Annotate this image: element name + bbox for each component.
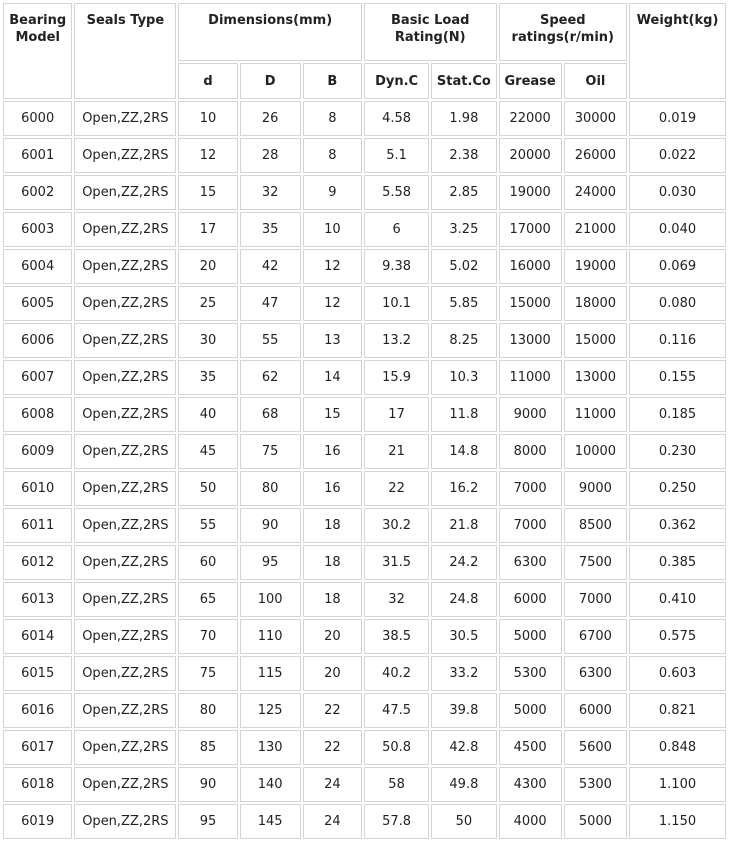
cell-seals: Open,ZZ,2RS	[74, 249, 176, 284]
cell-oil: 7500	[564, 545, 627, 580]
cell-dyn-c: 38.5	[364, 619, 429, 654]
cell-D: 55	[240, 323, 301, 358]
cell-D: 125	[240, 693, 301, 728]
cell-stat-co: 49.8	[431, 767, 496, 802]
cell-stat-co: 50	[431, 804, 496, 839]
cell-model: 6019	[3, 804, 72, 839]
cell-seals: Open,ZZ,2RS	[74, 360, 176, 395]
table-body	[3, 101, 726, 839]
cell-d: 70	[178, 619, 237, 654]
table-row	[3, 286, 726, 321]
cell-B: 9	[303, 175, 362, 210]
header-weight: Weight(kg)	[629, 3, 726, 99]
cell-model: 6001	[3, 138, 72, 173]
cell-seals: Open,ZZ,2RS	[74, 656, 176, 691]
table-row	[3, 249, 726, 284]
cell-oil: 13000	[564, 360, 627, 395]
header-dimensions: Dimensions(mm)	[178, 3, 362, 61]
cell-stat-co: 8.25	[431, 323, 496, 358]
cell-B: 18	[303, 508, 362, 543]
cell-seals: Open,ZZ,2RS	[74, 471, 176, 506]
cell-oil: 30000	[564, 101, 627, 136]
cell-model: 6005	[3, 286, 72, 321]
header-grease: Grease	[499, 63, 562, 99]
cell-oil: 6300	[564, 656, 627, 691]
cell-B: 24	[303, 767, 362, 802]
cell-d: 80	[178, 693, 237, 728]
table-row	[3, 434, 726, 469]
table-row	[3, 582, 726, 617]
cell-dyn-c: 5.58	[364, 175, 429, 210]
cell-D: 100	[240, 582, 301, 617]
cell-seals: Open,ZZ,2RS	[74, 767, 176, 802]
cell-model: 6018	[3, 767, 72, 802]
cell-weight: 0.410	[629, 582, 726, 617]
cell-stat-co: 21.8	[431, 508, 496, 543]
header-B: B	[303, 63, 362, 99]
cell-seals: Open,ZZ,2RS	[74, 582, 176, 617]
header-seals-type: Seals Type	[74, 3, 176, 99]
cell-grease: 6000	[499, 582, 562, 617]
cell-d: 65	[178, 582, 237, 617]
cell-stat-co: 2.38	[431, 138, 496, 173]
header-oil: Oil	[564, 63, 627, 99]
cell-grease: 5300	[499, 656, 562, 691]
cell-dyn-c: 31.5	[364, 545, 429, 580]
cell-weight: 0.069	[629, 249, 726, 284]
cell-grease: 6300	[499, 545, 562, 580]
table-row	[3, 508, 726, 543]
cell-weight: 1.150	[629, 804, 726, 839]
cell-model: 6012	[3, 545, 72, 580]
table-header	[3, 3, 726, 99]
cell-weight: 0.821	[629, 693, 726, 728]
cell-weight: 0.080	[629, 286, 726, 321]
cell-d: 30	[178, 323, 237, 358]
cell-D: 140	[240, 767, 301, 802]
cell-B: 18	[303, 582, 362, 617]
cell-oil: 11000	[564, 397, 627, 432]
cell-B: 8	[303, 101, 362, 136]
cell-weight: 0.603	[629, 656, 726, 691]
cell-D: 26	[240, 101, 301, 136]
cell-grease: 7000	[499, 508, 562, 543]
cell-B: 22	[303, 693, 362, 728]
cell-dyn-c: 58	[364, 767, 429, 802]
cell-dyn-c: 15.9	[364, 360, 429, 395]
cell-oil: 10000	[564, 434, 627, 469]
cell-dyn-c: 5.1	[364, 138, 429, 173]
cell-grease: 22000	[499, 101, 562, 136]
cell-model: 6008	[3, 397, 72, 432]
cell-model: 6015	[3, 656, 72, 691]
cell-model: 6010	[3, 471, 72, 506]
cell-dyn-c: 22	[364, 471, 429, 506]
cell-B: 22	[303, 730, 362, 765]
cell-grease: 16000	[499, 249, 562, 284]
cell-weight: 0.019	[629, 101, 726, 136]
cell-grease: 19000	[499, 175, 562, 210]
header-row-group	[3, 3, 726, 61]
cell-B: 12	[303, 249, 362, 284]
table-row	[3, 619, 726, 654]
cell-oil: 18000	[564, 286, 627, 321]
cell-oil: 15000	[564, 323, 627, 358]
cell-stat-co: 3.25	[431, 212, 496, 247]
cell-B: 24	[303, 804, 362, 839]
cell-B: 12	[303, 286, 362, 321]
cell-weight: 0.155	[629, 360, 726, 395]
cell-oil: 21000	[564, 212, 627, 247]
cell-seals: Open,ZZ,2RS	[74, 323, 176, 358]
cell-stat-co: 1.98	[431, 101, 496, 136]
cell-seals: Open,ZZ,2RS	[74, 804, 176, 839]
cell-d: 10	[178, 101, 237, 136]
cell-weight: 0.116	[629, 323, 726, 358]
cell-stat-co: 24.8	[431, 582, 496, 617]
cell-model: 6017	[3, 730, 72, 765]
cell-grease: 4000	[499, 804, 562, 839]
cell-d: 35	[178, 360, 237, 395]
cell-dyn-c: 47.5	[364, 693, 429, 728]
cell-seals: Open,ZZ,2RS	[74, 397, 176, 432]
cell-d: 20	[178, 249, 237, 284]
cell-grease: 20000	[499, 138, 562, 173]
cell-seals: Open,ZZ,2RS	[74, 693, 176, 728]
cell-model: 6014	[3, 619, 72, 654]
cell-dyn-c: 32	[364, 582, 429, 617]
cell-D: 75	[240, 434, 301, 469]
table-row	[3, 656, 726, 691]
cell-B: 18	[303, 545, 362, 580]
cell-seals: Open,ZZ,2RS	[74, 286, 176, 321]
header-basic-load-rating: Basic Load Rating(N)	[364, 3, 497, 61]
cell-grease: 11000	[499, 360, 562, 395]
cell-seals: Open,ZZ,2RS	[74, 730, 176, 765]
cell-d: 12	[178, 138, 237, 173]
cell-seals: Open,ZZ,2RS	[74, 212, 176, 247]
cell-D: 95	[240, 545, 301, 580]
cell-model: 6016	[3, 693, 72, 728]
cell-stat-co: 16.2	[431, 471, 496, 506]
cell-dyn-c: 30.2	[364, 508, 429, 543]
cell-d: 40	[178, 397, 237, 432]
cell-B: 16	[303, 434, 362, 469]
bearing-spec-table	[1, 1, 728, 841]
cell-d: 90	[178, 767, 237, 802]
cell-stat-co: 42.8	[431, 730, 496, 765]
header-dyn-c: Dyn.C	[364, 63, 429, 99]
cell-stat-co: 30.5	[431, 619, 496, 654]
cell-stat-co: 14.8	[431, 434, 496, 469]
cell-D: 90	[240, 508, 301, 543]
cell-oil: 24000	[564, 175, 627, 210]
cell-D: 80	[240, 471, 301, 506]
cell-model: 6003	[3, 212, 72, 247]
cell-oil: 5000	[564, 804, 627, 839]
table-row	[3, 767, 726, 802]
cell-weight: 0.362	[629, 508, 726, 543]
header-stat-co: Stat.Co	[431, 63, 496, 99]
cell-seals: Open,ZZ,2RS	[74, 545, 176, 580]
cell-D: 68	[240, 397, 301, 432]
cell-oil: 26000	[564, 138, 627, 173]
cell-model: 6011	[3, 508, 72, 543]
cell-model: 6006	[3, 323, 72, 358]
cell-weight: 1.100	[629, 767, 726, 802]
cell-D: 28	[240, 138, 301, 173]
table-row	[3, 138, 726, 173]
cell-d: 17	[178, 212, 237, 247]
cell-weight: 0.848	[629, 730, 726, 765]
cell-weight: 0.040	[629, 212, 726, 247]
cell-D: 145	[240, 804, 301, 839]
cell-model: 6013	[3, 582, 72, 617]
cell-grease: 7000	[499, 471, 562, 506]
cell-weight: 0.250	[629, 471, 726, 506]
cell-d: 60	[178, 545, 237, 580]
cell-stat-co: 2.85	[431, 175, 496, 210]
cell-d: 45	[178, 434, 237, 469]
cell-dyn-c: 50.8	[364, 730, 429, 765]
cell-d: 25	[178, 286, 237, 321]
cell-seals: Open,ZZ,2RS	[74, 138, 176, 173]
cell-dyn-c: 4.58	[364, 101, 429, 136]
cell-D: 62	[240, 360, 301, 395]
cell-stat-co: 11.8	[431, 397, 496, 432]
cell-d: 55	[178, 508, 237, 543]
table-row	[3, 730, 726, 765]
cell-weight: 0.185	[629, 397, 726, 432]
cell-oil: 5300	[564, 767, 627, 802]
cell-stat-co: 24.2	[431, 545, 496, 580]
cell-oil: 6700	[564, 619, 627, 654]
header-bearing-model: Bearing Model	[3, 3, 72, 99]
cell-B: 13	[303, 323, 362, 358]
cell-d: 95	[178, 804, 237, 839]
cell-seals: Open,ZZ,2RS	[74, 101, 176, 136]
table-row	[3, 101, 726, 136]
header-D: D	[240, 63, 301, 99]
cell-oil: 19000	[564, 249, 627, 284]
table-row	[3, 693, 726, 728]
cell-d: 75	[178, 656, 237, 691]
table-row	[3, 397, 726, 432]
cell-stat-co: 5.85	[431, 286, 496, 321]
cell-B: 15	[303, 397, 362, 432]
cell-grease: 4500	[499, 730, 562, 765]
cell-model: 6007	[3, 360, 72, 395]
cell-dyn-c: 10.1	[364, 286, 429, 321]
cell-stat-co: 5.02	[431, 249, 496, 284]
cell-oil: 7000	[564, 582, 627, 617]
cell-weight: 0.385	[629, 545, 726, 580]
table-row	[3, 545, 726, 580]
cell-D: 130	[240, 730, 301, 765]
cell-dyn-c: 21	[364, 434, 429, 469]
cell-D: 110	[240, 619, 301, 654]
cell-B: 8	[303, 138, 362, 173]
cell-B: 20	[303, 656, 362, 691]
cell-seals: Open,ZZ,2RS	[74, 175, 176, 210]
cell-D: 32	[240, 175, 301, 210]
cell-B: 10	[303, 212, 362, 247]
table-row	[3, 360, 726, 395]
cell-model: 6000	[3, 101, 72, 136]
cell-grease: 17000	[499, 212, 562, 247]
cell-d: 50	[178, 471, 237, 506]
cell-stat-co: 10.3	[431, 360, 496, 395]
cell-dyn-c: 9.38	[364, 249, 429, 284]
cell-d: 85	[178, 730, 237, 765]
cell-dyn-c: 57.8	[364, 804, 429, 839]
cell-oil: 9000	[564, 471, 627, 506]
cell-dyn-c: 13.2	[364, 323, 429, 358]
cell-grease: 4300	[499, 767, 562, 802]
cell-grease: 8000	[499, 434, 562, 469]
cell-grease: 5000	[499, 619, 562, 654]
cell-B: 20	[303, 619, 362, 654]
header-d: d	[178, 63, 237, 99]
cell-grease: 13000	[499, 323, 562, 358]
cell-seals: Open,ZZ,2RS	[74, 508, 176, 543]
cell-stat-co: 39.8	[431, 693, 496, 728]
cell-model: 6002	[3, 175, 72, 210]
table-row	[3, 212, 726, 247]
cell-dyn-c: 6	[364, 212, 429, 247]
cell-model: 6009	[3, 434, 72, 469]
header-speed-ratings: Speed ratings(r/min)	[499, 3, 628, 61]
cell-grease: 5000	[499, 693, 562, 728]
cell-D: 115	[240, 656, 301, 691]
cell-weight: 0.022	[629, 138, 726, 173]
cell-oil: 8500	[564, 508, 627, 543]
table-row	[3, 323, 726, 358]
cell-seals: Open,ZZ,2RS	[74, 619, 176, 654]
cell-dyn-c: 17	[364, 397, 429, 432]
cell-weight: 0.575	[629, 619, 726, 654]
cell-oil: 6000	[564, 693, 627, 728]
table-row	[3, 175, 726, 210]
cell-weight: 0.230	[629, 434, 726, 469]
table-row	[3, 471, 726, 506]
cell-oil: 5600	[564, 730, 627, 765]
cell-seals: Open,ZZ,2RS	[74, 434, 176, 469]
cell-grease: 15000	[499, 286, 562, 321]
cell-weight: 0.030	[629, 175, 726, 210]
cell-D: 47	[240, 286, 301, 321]
cell-D: 35	[240, 212, 301, 247]
cell-grease: 9000	[499, 397, 562, 432]
cell-d: 15	[178, 175, 237, 210]
cell-model: 6004	[3, 249, 72, 284]
cell-dyn-c: 40.2	[364, 656, 429, 691]
cell-D: 42	[240, 249, 301, 284]
cell-stat-co: 33.2	[431, 656, 496, 691]
cell-B: 16	[303, 471, 362, 506]
cell-B: 14	[303, 360, 362, 395]
